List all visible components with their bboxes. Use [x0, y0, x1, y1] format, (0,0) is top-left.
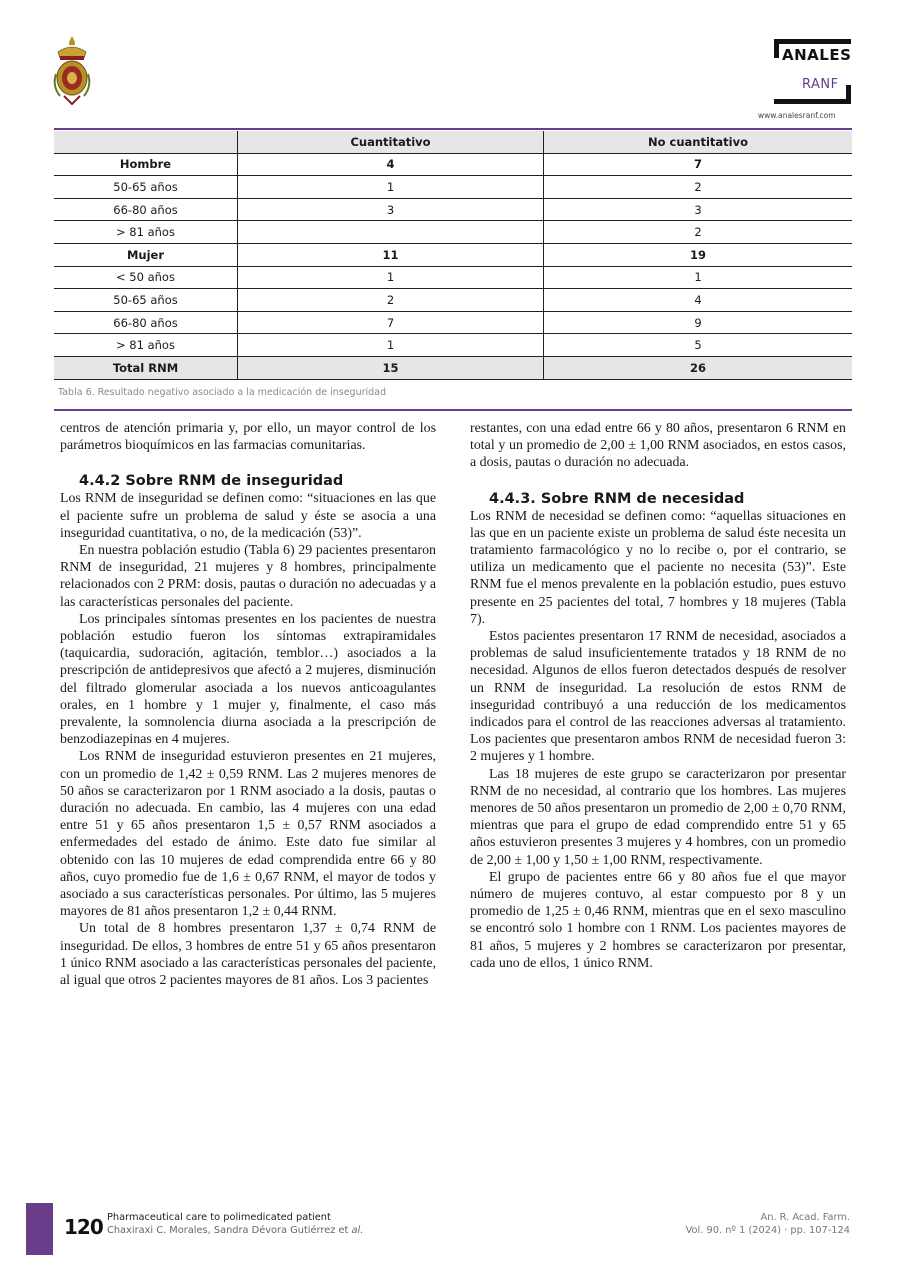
logo-word-anales: ANALES [782, 46, 852, 64]
section-heading: 4.4.3. Sobre RNM de necesidad [489, 490, 745, 507]
table-cell-cuantitativo [238, 221, 544, 244]
table-cell-cuantitativo: 1 [238, 266, 544, 289]
page-number: 120 [64, 1215, 103, 1239]
table-cell-no-cuantitativo: 2 [544, 221, 853, 244]
table-cell-label: Total RNM [54, 356, 238, 379]
table-header-no-cuantitativo: No cuantitativo [544, 131, 853, 153]
table-caption: Tabla 6. Resultado negativo asociado a la medicación de inseguridad [58, 387, 387, 398]
body-paragraph: Los RNM de inseguridad se definen como: “situaciones en las que el paciente sufre un problema de salud y éste se asocia a una inseguridad cuantitativa, o no, de la medicación (53)”. [60, 491, 436, 541]
body-paragraph: El grupo de pacientes entre 66 y 80 años fue el que mayor número de mujeres contuvo, al estar compuesto por 8 y un promedio de 1,25 ± 0,46 RNM, mientras que en el sexo masculino se encontró solo 1 hombre con 1 RNM. Los pacientes mayores de 81 años, 5 mujeres y 2 hombres se caracterizaron por presentar, cada uno de ellos, 1 único RNM. [470, 869, 846, 971]
footer-right [686, 1211, 850, 1237]
table-row [54, 289, 852, 312]
royal-academy-crest-icon [50, 34, 94, 106]
table-cell-no-cuantitativo: 4 [544, 289, 853, 312]
table-top-rule [54, 128, 852, 130]
left-column [60, 420, 436, 989]
body-paragraph: En nuestra población estudio (Tabla 6) 29 pacientes presentaron RNM de inseguridad, 21 mujeres y 8 hombres, principalmente relacionados con 2 PRM: dosis, pautas o duración no adecuadas y a las características personales del paciente. [60, 543, 436, 610]
table-cell-cuantitativo: 7 [238, 311, 544, 334]
table-cell-label: Mujer [54, 243, 238, 266]
table-header-row [54, 131, 852, 153]
right-column [470, 420, 846, 972]
table-row [54, 221, 852, 244]
table-row [54, 243, 852, 266]
table-cell-label: 66-80 años [54, 198, 238, 221]
body-paragraph: Los principales síntomas presentes en los pacientes de nuestra población estudio fueron los síntomas extrapiramidales (taquicardia, sudoración, agitación, temblor…) asociados a la prescripción de antidepresivos que afectó a 2 mujeres, disminución del filtrado glomerular asociada a los nuevos anticoagulantes orales, en 1 hombre y 1 mujer y, finalmente, el caso más prevalente, la somnolencia diurna asociada a la prescripción de benzodiazepinas en 4 mujeres. [60, 611, 436, 748]
table-cell-no-cuantitativo: 26 [544, 356, 853, 379]
table-row [54, 198, 852, 221]
table-cell-no-cuantitativo: 9 [544, 311, 853, 334]
table-cell-no-cuantitativo: 19 [544, 243, 853, 266]
table-6 [54, 131, 852, 380]
footer-authors-names: Chaxiraxi C. Morales, Sandra Dévora Gutiérrez et [107, 1225, 352, 1236]
table-row [54, 311, 852, 334]
table-row [54, 176, 852, 199]
body-paragraph: restantes, con una edad entre 66 y 80 años, presentaron 6 RNM en total y un promedio de 2,00 ± 1,00 RNM asociados, en estos casos, a dosis, pautas o duración no adecuada. [470, 421, 846, 471]
table-cell-cuantitativo: 3 [238, 198, 544, 221]
table-cell-cuantitativo: 1 [238, 176, 544, 199]
table-cell-label: 50-65 años [54, 289, 238, 312]
body-paragraph: centros de atención primaria y, por ello, un mayor control de los parámetros bioquímicos en las farmacias comunitarias. [60, 421, 436, 454]
footer-authors [107, 1224, 363, 1237]
table-row [54, 266, 852, 289]
table-cell-no-cuantitativo: 2 [544, 176, 853, 199]
table-cell-cuantitativo: 1 [238, 334, 544, 357]
table-cell-label: > 81 años [54, 221, 238, 244]
table-cell-label: 50-65 años [54, 176, 238, 199]
table-cell-label: < 50 años [54, 266, 238, 289]
logo-url: www.analesranf.com [758, 111, 836, 120]
body-paragraph: Estos pacientes presentaron 17 RNM de necesidad, asociados a problemas de salud insuficientemente tratados y 18 RNM de no necesidad. Algunos de ellos fueron detectados después de resolver un RNM de inseguridad. La resolución de estos RNM de inseguridad contribuyó a una reducción de los medicamentos indicados para el control de las reacciones adversas al tratamiento. Los pacientes que presentaron ambos RNM de necesidad fueron 3: 2 mujeres y 1 hombre. [470, 629, 846, 765]
footer-accent-bar [26, 1203, 53, 1255]
anales-ranf-logo [758, 35, 854, 121]
footer-journal: An. R. Acad. Farm. [760, 1212, 850, 1223]
table-cell-no-cuantitativo: 1 [544, 266, 853, 289]
footer-left [107, 1211, 363, 1237]
table-header-cuantitativo: Cuantitativo [238, 131, 544, 153]
table-cell-no-cuantitativo: 3 [544, 198, 853, 221]
table-row [54, 153, 852, 176]
table-cell-label: > 81 años [54, 334, 238, 357]
table-bottom-rule [54, 409, 852, 411]
footer-volume: Vol. 90. nº 1 (2024) · pp. 107-124 [685, 1225, 850, 1236]
table-body [54, 153, 852, 379]
table-header-empty [54, 131, 238, 153]
body-paragraph: Las 18 mujeres de este grupo se caracterizaron por presentar RNM de no necesidad, al contrario que los hombres. Las mujeres menores de 50 años presentaron un promedio de 2,00 ± 0,70 RNM, mientras que para el grupo de edad comprendido entre 51 y 65 años estuvieron presentes 3 mujeres y 4 hombres, con un promedio de 2,00 ± 1,00 y 1,50 ± 1,00 RNM, respectivamente. [470, 766, 846, 868]
table-cell-no-cuantitativo: 5 [544, 334, 853, 357]
section-heading: 4.4.2 Sobre RNM de inseguridad [79, 473, 344, 490]
table-cell-cuantitativo: 15 [238, 356, 544, 379]
table-cell-label: Hombre [54, 153, 238, 176]
table-row [54, 356, 852, 379]
table-row [54, 334, 852, 357]
table-cell-cuantitativo: 11 [238, 243, 544, 266]
table-cell-no-cuantitativo: 7 [544, 153, 853, 176]
body-paragraph: Los RNM de necesidad se definen como: “aquellas situaciones en las que en un paciente existe un problema de salud éste necesita un tratamiento farmacológico y no lo recibe o, por el contrario, se utiliza un medicamento que el paciente no necesita (53)”. Este RNM fue el menos prevalente en la población estudio, pues estuvo presente en 25 pacientes del total, 7 hombres y 18 mujeres (Tabla 7). [470, 508, 846, 627]
body-paragraph: Los RNM de inseguridad estuvieron presentes en 21 mujeres, con un promedio de 1,42 ± 0,59 RNM. Las 2 mujeres menores de 50 años se caracterizaron por 1 RNM asociado a la dosis, pautas o duración no adecuada. En cambio, las 4 mujeres con una edad entre 51 y 65 años presentaron 1,5 ± 0,57 RNM asociados a enfermedades del estado de ánimo. Este dato fue similar al obtenido con las 10 mujeres de edad comprendida entre 66 y 80 años, cuyo promedio fue de 1,6 ± 0,67 RNM, el mayor de todos y asociado a sus características personales. Por último, las 5 mujeres mayores de 81 años presentaron 1,2 ± 0,44 RNM. [60, 749, 436, 920]
footer-authors-etal: al. [351, 1225, 364, 1236]
body-paragraph: Un total de 8 hombres presentaron 1,37 ± 0,74 RNM de inseguridad. De ellos, 3 hombres de entre 51 y 65 años presentaron 1 único RNM asociado a las características personales del paciente, al igual que otros 2 pacientes mayores de 81 años. Los 3 pacientes [60, 921, 436, 989]
table-cell-cuantitativo: 4 [238, 153, 544, 176]
footer-article-title: Pharmaceutical care to polimedicated patient [107, 1212, 331, 1223]
table-cell-cuantitativo: 2 [238, 289, 544, 312]
table-cell-label: 66-80 años [54, 311, 238, 334]
logo-word-ranf: RANF [802, 77, 839, 92]
